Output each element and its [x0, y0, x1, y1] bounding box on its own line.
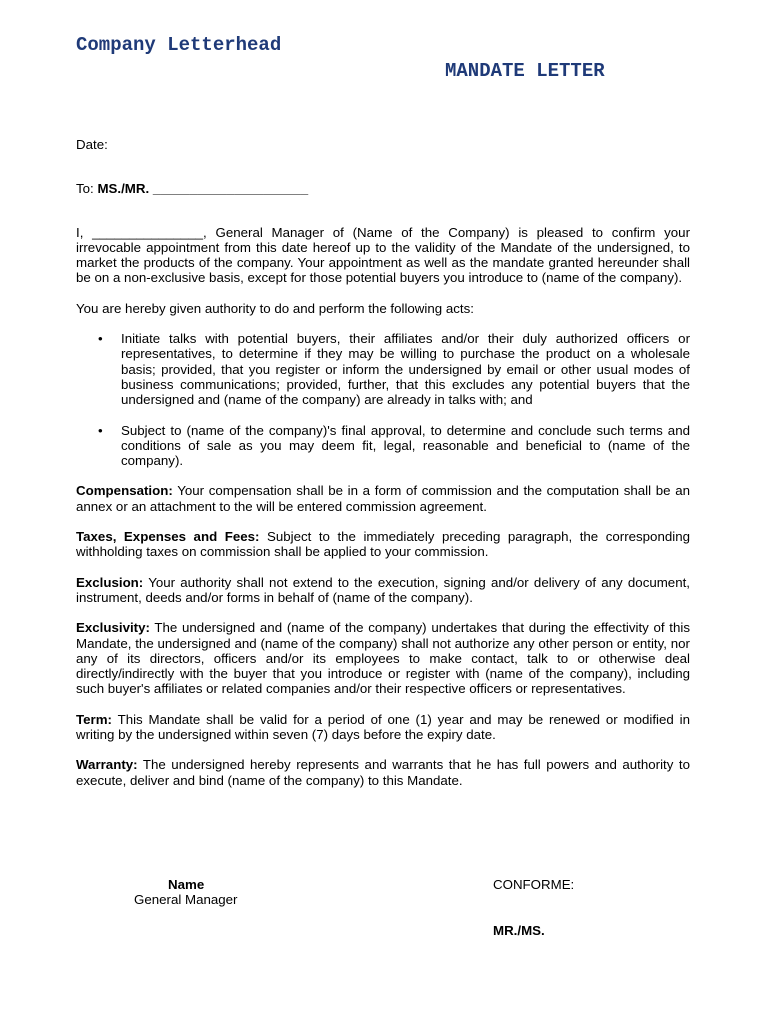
conforme-name: MR./MS.: [493, 923, 545, 938]
bullet-icon: •: [98, 331, 103, 347]
recipient-line: [76, 181, 690, 196]
company-letterhead: Company Letterhead: [76, 34, 282, 56]
clause-text: The undersigned and (name of the company) undertakes that during the effectivity of this Mandate, the undersigned and (name of the company) shall not authorize any other person or entity, nor any of its directors, officers and/or its employees to make contact, talk to or otherwise deal directly/indirectly with the buyer that you introduce or register with (name of the company), including such buyer's affiliates or related companies and/or their respective officers or representatives.: [76, 620, 690, 697]
clause-heading: Compensation:: [76, 483, 173, 499]
recipient-name: MS./MR. _____________________: [97, 181, 309, 197]
clause-heading: Warranty:: [76, 757, 138, 773]
acts-list: [76, 331, 690, 468]
clause-text: Your authority shall not extend to the execution, signing and/or delivery of any document, instrument, deeds and/or forms in behalf of (name of the company).: [76, 574, 690, 605]
clause-heading: Exclusion:: [76, 574, 144, 590]
clause-compensation: [76, 483, 690, 514]
clause-text: Subject to the immediately preceding paragraph, the corresponding withholding taxes on commission shall be applied to your commission.: [76, 529, 690, 560]
clause-exclusion: [76, 575, 690, 606]
bullet-icon: •: [98, 422, 103, 438]
act-text: Subject to (name of the company)'s final approval, to determine and conclude such terms and conditions of sale as you may deem fit, legal, reasonable and beneficial to (name of the company).: [121, 422, 690, 469]
conforme-label: CONFORME:: [493, 877, 575, 892]
act-text: Initiate talks with potential buyers, their affiliates and/or their duly authorized officers or representatives, to determine if they may be willing to purchase the product on a wholesale basis; provided, that you register or inform the undersigned by email or other usual modes of business communications; provided, further, that this excludes any potential buyers that the undersigned and (name of the company) are already in talks with; and: [121, 331, 690, 408]
clause-term: [76, 712, 690, 743]
clause-heading: Exclusivity:: [76, 620, 150, 636]
clause-text: This Mandate shall be valid for a period of one (1) year and may be renewed or modified in writing by the undersigned within seven (7) days before the expiry date.: [76, 711, 690, 743]
document-title: MANDATE LETTER: [445, 60, 605, 82]
to-label: To:: [76, 181, 94, 197]
clause-taxes: [76, 529, 690, 560]
signatory-position: General Manager: [134, 892, 238, 907]
letter-body: [76, 137, 690, 788]
clause-heading: Taxes, Expenses and Fees:: [76, 529, 260, 545]
list-item: [76, 331, 690, 407]
clause-text: Your compensation shall be in a form of commission and the computation shall be an annex or an attachment to the will be entered commission agreement.: [76, 483, 690, 514]
clause-exclusivity: [76, 620, 690, 696]
clause-text: The undersigned hereby represents and warrants that he has full powers and authority to execute, deliver and bind (name of the company) to this Mandate.: [76, 757, 690, 788]
clause-warranty: [76, 757, 690, 788]
authority-intro: You are hereby given authority to do and perform the following acts:: [76, 300, 474, 316]
date-line: Date:: [76, 137, 108, 152]
list-item: [76, 423, 690, 469]
intro-paragraph: I, _______________, General Manager of (Name of the Company) is pleased to confirm your irrevocable appointment from this date hereof up to the validity of the Mandate of the undersigned, to market the products of the company. Your appointment as well as the mandate granted hereunder shall be on a non-exclusive basis, except for those potential buyers you introduce to (name of the company).: [76, 224, 690, 286]
signatory-name: Name: [168, 877, 205, 892]
clause-heading: Term:: [76, 711, 112, 727]
